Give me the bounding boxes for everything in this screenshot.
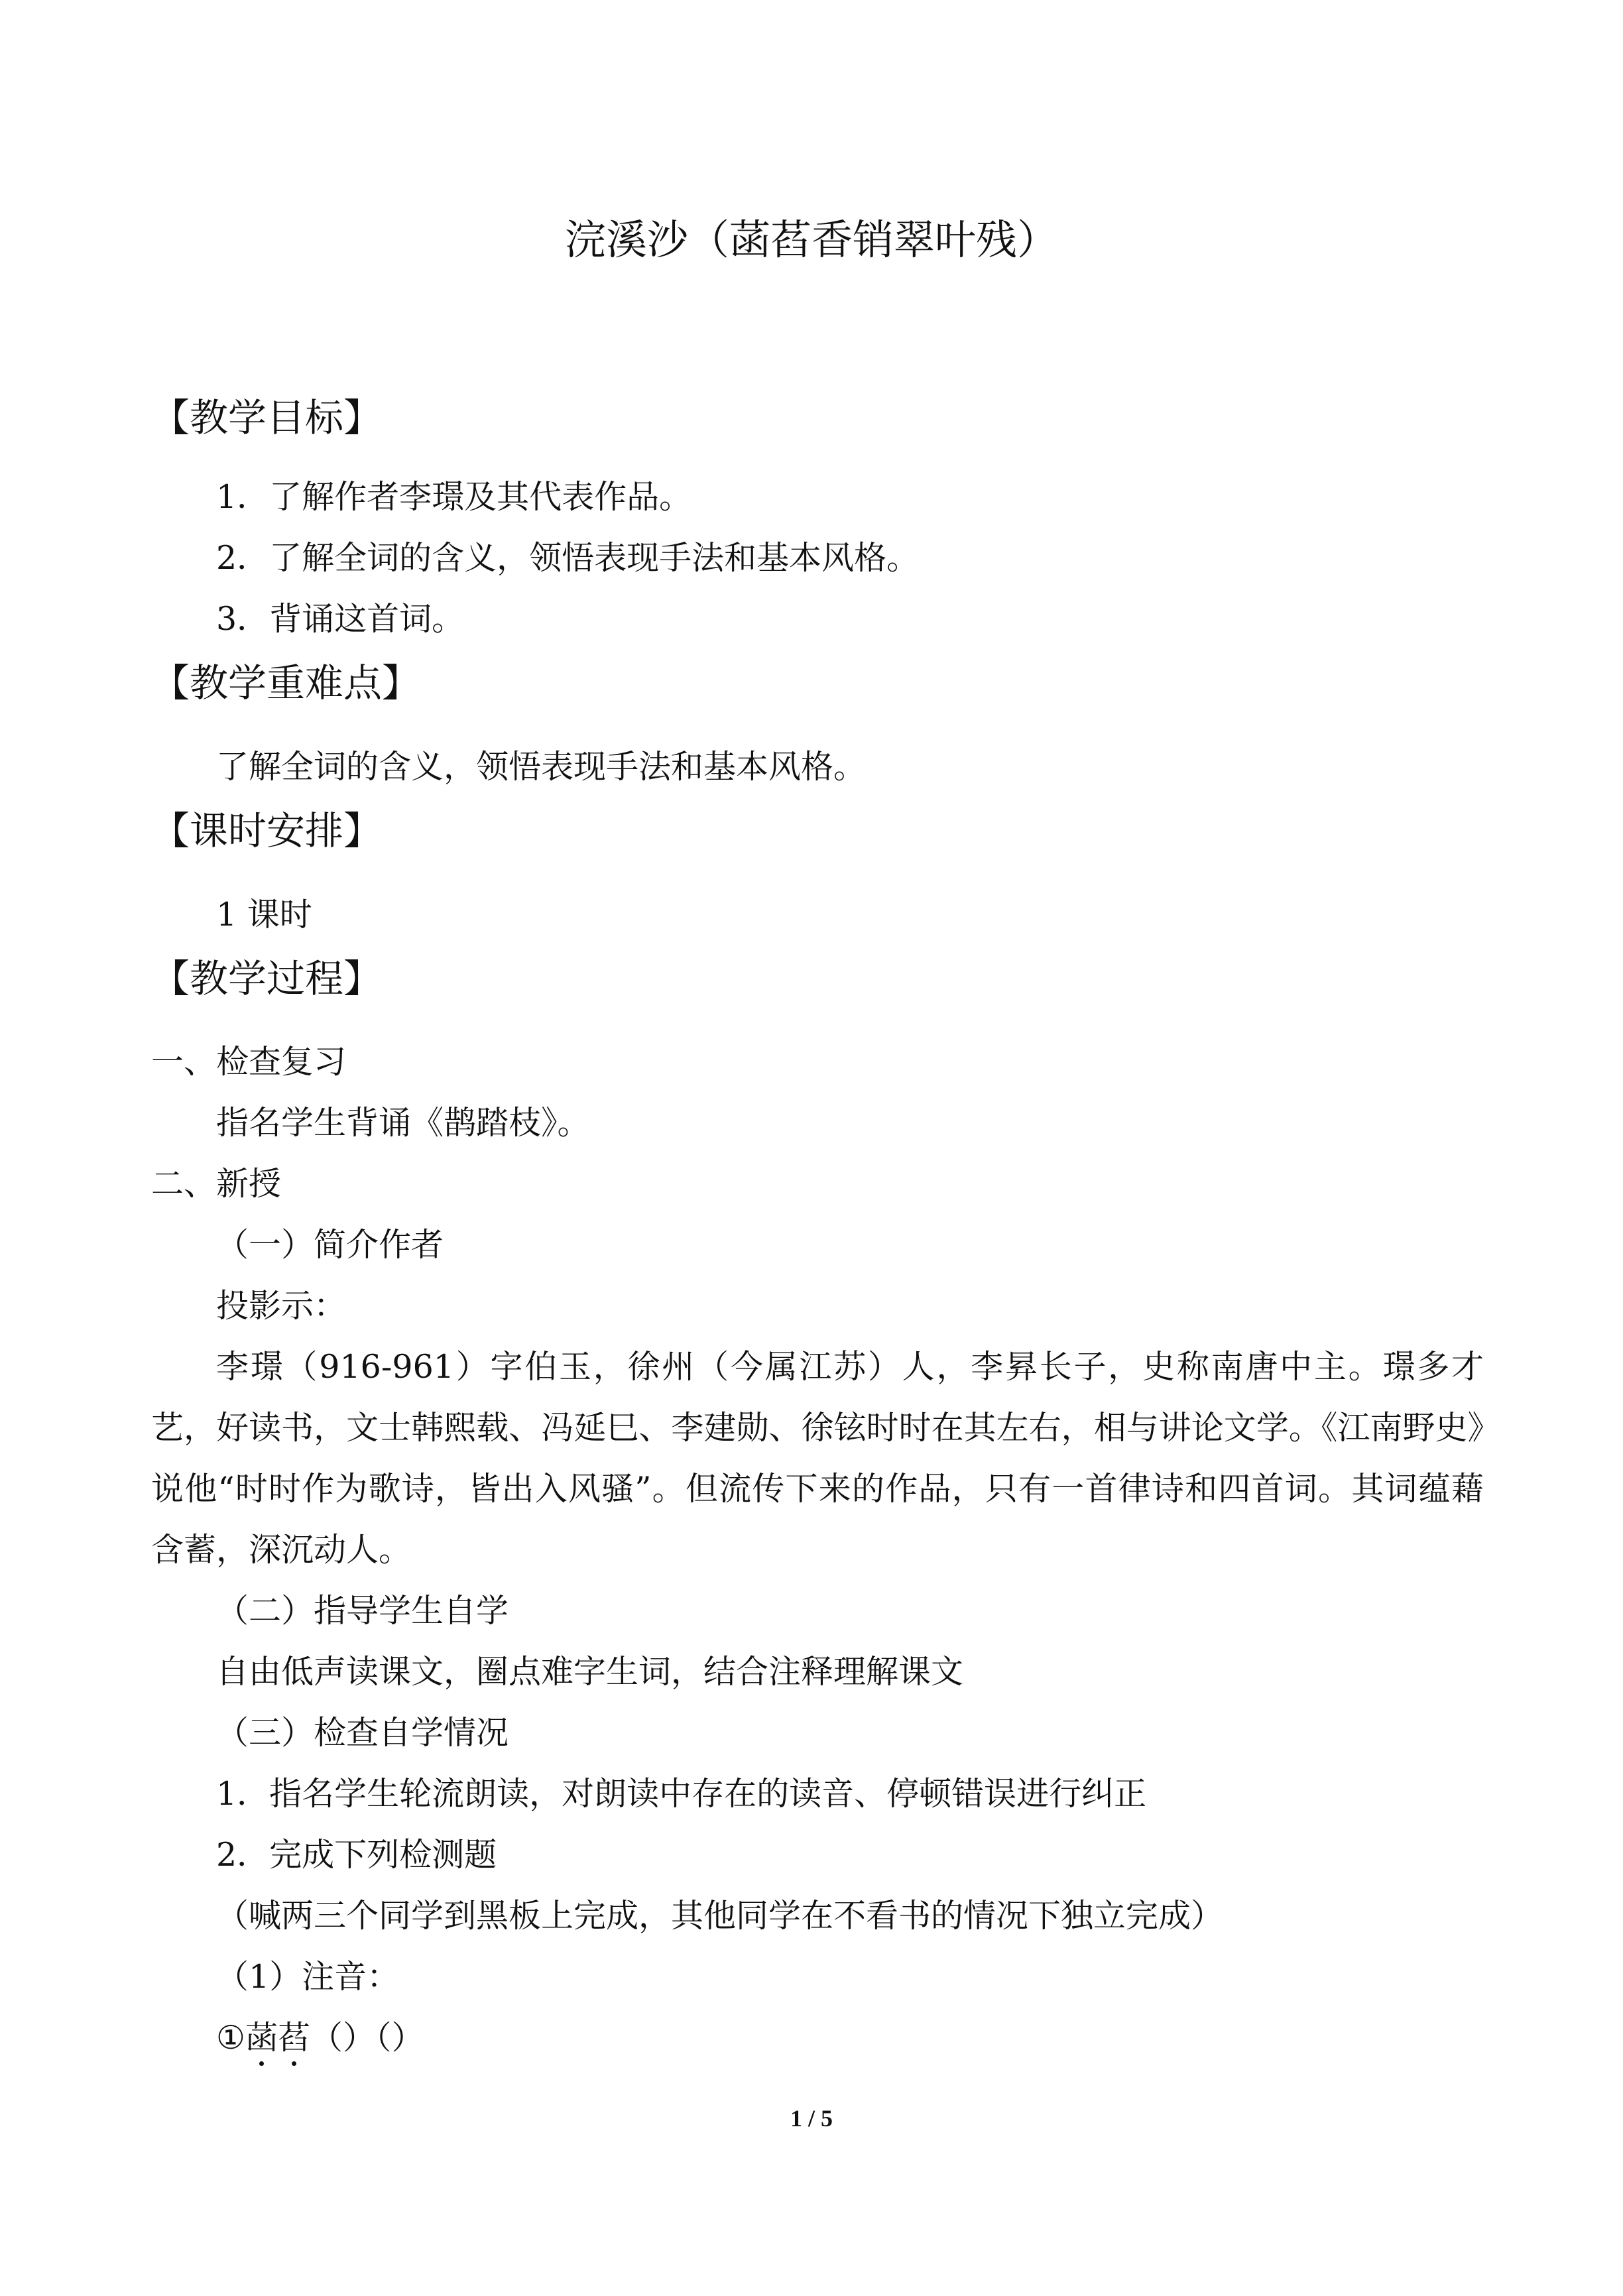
phonetic-word: 菡萏 (245, 2019, 310, 2057)
author-bio: 李璟（916-961）字伯玉，徐州（今属江苏）人，李昪长子，史称南唐中主。璟多才艺，好读书，文士韩熙载、冯延巳、李建勋、徐铉时时在其左右，相与讲论文学。《江南野史》说他“时时作为歌诗，皆出入风骚”。但流传下来的作品，只有一首律诗和四首词。其词蕴藉含蓄，深沉动人。 (151, 1348, 1484, 1569)
subsection-check: （三）检查自学情况 (216, 1714, 509, 1752)
key-points-text: 了解全词的含义，领悟表现手法和基本风格。 (216, 748, 867, 786)
section-review-text: 指名学生背诵《鹊踏枝》。 (216, 1104, 590, 1142)
emphasis-dots (245, 2058, 310, 2066)
phonetic-item-1 (216, 2018, 424, 2058)
emphasized-word (245, 2018, 310, 2058)
phonetic-blanks: （）（） (310, 2019, 424, 2057)
check-item-1: 1．指名学生轮流朗读，对朗读中存在的读音、停顿错误进行纠正 (216, 1775, 1147, 1813)
heading-key-points: 【教学重难点】 (151, 660, 421, 705)
subsection-author: （一）简介作者 (216, 1226, 444, 1264)
section-new-label: 二、新授 (151, 1165, 282, 1203)
schedule-text: 1 课时 (216, 896, 312, 934)
page-title: 浣溪沙（菡萏香销翠叶残） (564, 215, 1058, 264)
objective-item-1: 1．了解作者李璟及其代表作品。 (216, 478, 692, 516)
phonetic-label: （1）注音： (216, 1958, 400, 1996)
heading-objectives: 【教学目标】 (151, 395, 383, 440)
self-study-text: 自由低声读课文，圈点难字生词，结合注释理解课文 (216, 1653, 964, 1691)
heading-schedule: 【课时安排】 (151, 808, 383, 853)
subsection-self-study: （二）指导学生自学 (216, 1592, 509, 1630)
section-review-label: 一、检查复习 (151, 1043, 347, 1081)
phonetic-number: ① (216, 2019, 245, 2057)
objective-item-3: 3．背诵这首词。 (216, 600, 465, 638)
projection-label: 投影示： (216, 1287, 347, 1325)
page-number: 1 / 5 (790, 2105, 833, 2132)
heading-process: 【教学过程】 (151, 956, 383, 1001)
check-note: （喊两三个同学到黑板上完成，其他同学在不看书的情况下独立完成） (216, 1897, 1224, 1935)
objective-item-2: 2．了解全词的含义，领悟表现手法和基本风格。 (216, 539, 920, 577)
check-item-2: 2．完成下列检测题 (216, 1836, 497, 1874)
